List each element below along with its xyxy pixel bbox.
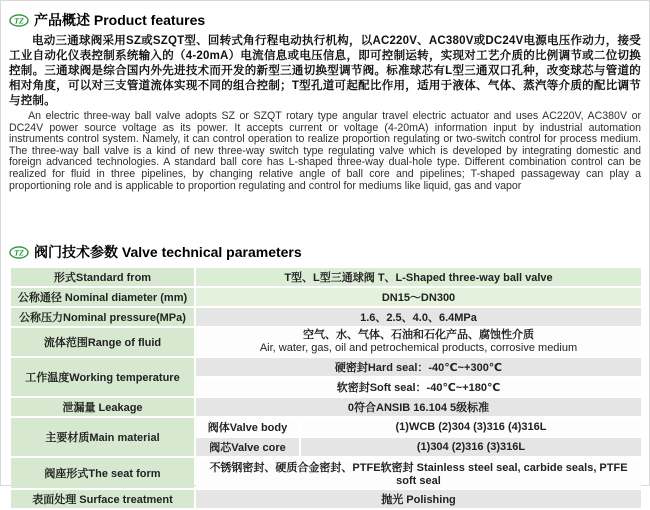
param-value-cell: 0符合ANSIB 16.104 5级标准 — [196, 398, 641, 416]
param-value-cell: (1)WCB (2)304 (3)316 (4)316L — [301, 418, 641, 436]
param-value-cell: 硬密封Hard seal：-40℃~+300℃ — [196, 358, 641, 376]
table-row — [11, 328, 641, 356]
valve-parameters-header — [9, 242, 641, 262]
product-features-paragraph-zh: 电动三通球阀采用SZ或SZQT型、回转式角行程电动执行机构，以AC220V、AC380V或DC24V电源电压作动力，接受工业自动化仪表控制系统输入的（4-20mA）电流信息或电压信息，即可控制运转，实现对工艺介质的比例调节或二位切换控制。三通球阀是综合国内外先进技术而开发的新型三通切换型调节阀。标准球芯有L型三通双口孔种，改变球芯与管道的相对角度，可以对三支管道流体实现不同的组合控制；T型孔道可起配比作用，适用于液体、气体、蒸汽等介质的配比调节与控制。 — [9, 35, 641, 107]
param-label-cell: 公称压力Nominal pressure(MPa) — [11, 308, 194, 326]
table-row — [11, 288, 641, 306]
param-label-cell: 阀座形式The seat form — [11, 458, 194, 488]
param-label-cell: 形式Standard from — [11, 268, 194, 286]
product-features-paragraph-en: An electric three-way ball valve adopts SZ or SZQT rotary type angular travel electric actuator and uses AC220V, AC380V or DC24V power source voltage as its power. It accepts current or voltage (4-20mA) information input by industrial automation instruments control system. Namely, it can control operation to realize proportion regulating or two-switch control for process medium. The three-way ball valve is a kind of new three-way switch type regulating valve which is developed by integrating domestic and foreign advanced technologies. A standard ball core has L-shaped three-way dual-hole type. Different combination control can be realized for fluid in three pipelines, by changing relative angle of ball core and pipelines; T-shaped passageway can play a proportioning role and is applicable to proportion regulating and control for mediums like liquid, gas and vapor — [9, 110, 641, 192]
param-label-cell: 表面处理 Surface treatment — [11, 490, 194, 508]
table-row — [11, 308, 641, 326]
param-label-cell: 泄漏量 Leakage — [11, 398, 194, 416]
param-label-cell: 流体范围Range of fluid — [11, 328, 194, 356]
param-value-cell: DN15～DN300 — [196, 288, 641, 306]
param-label-cell: 工作温度Working temperature — [11, 358, 194, 396]
catalog-page — [1, 1, 649, 510]
table-row — [11, 418, 641, 436]
valve-parameters-table — [9, 266, 643, 510]
table-row — [11, 358, 641, 376]
table-row — [11, 268, 641, 286]
param-label-cell: 公称通径 Nominal diameter (mm) — [11, 288, 194, 306]
param-subname-cell: 阀体Valve body — [196, 418, 299, 436]
product-features-header — [9, 10, 641, 30]
param-label-cell: 主要材质Main material — [11, 418, 194, 456]
param-value-cell: 软密封Soft seal：-40℃~+180℃ — [196, 378, 641, 396]
section-gap — [9, 192, 641, 240]
param-value-cell: T型、L型三通球阀 T、L-Shaped three-way ball valve — [196, 268, 641, 286]
fluid-range-zh: 空气、水、气体、石油和石化产品、腐蚀性介质 — [303, 329, 534, 342]
svg-text:TZ: TZ — [14, 248, 24, 258]
param-value-cell — [196, 328, 641, 356]
brand-logo-icon — [9, 14, 29, 27]
param-value-cell: 1.6、2.5、4.0、6.4MPa — [196, 308, 641, 326]
param-value-cell: 抛光 Polishing — [196, 490, 641, 508]
param-value-cell: (1)304 (2)316 (3)316L — [301, 438, 641, 456]
table-row — [11, 490, 641, 508]
param-subname-cell: 阀芯Valve core — [196, 438, 299, 456]
product-features-title: 产品概述 Product features — [34, 12, 206, 28]
svg-text:TZ: TZ — [14, 15, 24, 25]
param-value-cell: 不锈钢密封、硬质合金密封、PTFE软密封 Stainless steel seal, carbide seals, PTFE soft seal — [196, 458, 641, 488]
valve-parameters-title: 阀门技术参数 Valve technical parameters — [34, 244, 302, 261]
fluid-range-en: Air, water, gas, oil and petrochemical products, corrosive medium — [259, 342, 578, 355]
brand-logo-icon — [9, 246, 29, 259]
table-row — [11, 398, 641, 416]
table-row — [11, 458, 641, 488]
